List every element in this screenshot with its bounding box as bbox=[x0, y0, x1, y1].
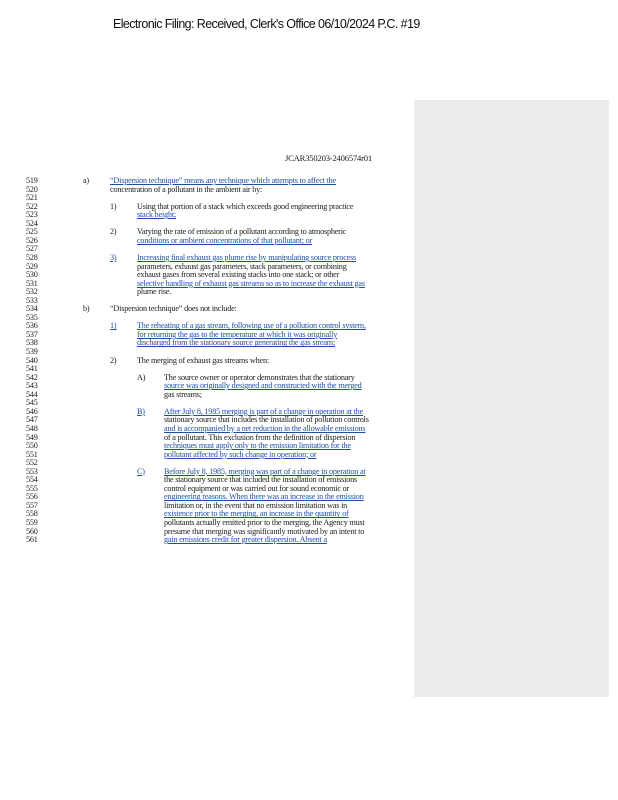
rule-text: Varying the rate of emission of a pollutant according to atmospheric bbox=[137, 227, 347, 237]
inserted-text: engineering reasons. When there was an increase in the emission bbox=[164, 492, 364, 502]
line-number: 534 bbox=[26, 304, 38, 314]
line-number: 522 bbox=[26, 201, 38, 211]
line-number: 560 bbox=[26, 526, 38, 536]
rule-text: stationary source that includes the installation of pollution controls bbox=[164, 415, 369, 425]
line-number: 559 bbox=[26, 518, 38, 527]
comment-margin-panel bbox=[414, 100, 609, 697]
rule-text: gas streams; bbox=[164, 389, 202, 399]
rule-text: The source owner or operator demonstrates that the stationary bbox=[164, 372, 355, 382]
line-number: 521 bbox=[26, 193, 38, 203]
subsection-label: 3) bbox=[110, 252, 117, 262]
inserted-text: After July 8, 1985 merging is part of a change in operation at the bbox=[164, 406, 364, 416]
subsection-label: 1) bbox=[110, 201, 117, 211]
line-number: 543 bbox=[26, 381, 38, 391]
line-number: 526 bbox=[26, 235, 38, 245]
inserted-text: discharged from the stationary source generating the gas stream; bbox=[137, 338, 336, 348]
line-number: 558 bbox=[26, 509, 38, 519]
line-number: 545 bbox=[26, 398, 38, 408]
line-number: 550 bbox=[26, 441, 38, 451]
rule-text: control equipment or was carried out for sound economic or bbox=[164, 483, 350, 493]
line-number: 547 bbox=[26, 415, 38, 425]
inserted-text: stack height; bbox=[137, 210, 177, 220]
inserted-text: source was originally designed and constructed with the merged bbox=[164, 381, 362, 391]
inserted-text: techniques must apply only to the emission limitation for the bbox=[164, 441, 351, 451]
inserted-text: The reheating of a gas stream, following use of a pollution control system, bbox=[137, 321, 366, 331]
line-number: 544 bbox=[26, 389, 38, 399]
inserted-text: existence prior to the merging, an increase in the quantity of bbox=[164, 509, 349, 519]
inserted-text: “Dispersion technique” means any technique which attempts to affect the bbox=[110, 176, 336, 185]
rule-text: parameters, exhaust gas parameters, stack parameters, or combining bbox=[137, 261, 347, 271]
inserted-text: for returning the gas to the temperature at which it was originally bbox=[137, 329, 338, 339]
inserted-text: conditions or ambient concentrations of that pollutant; or bbox=[137, 235, 313, 245]
inserted-text: Increasing final exhaust gas plume rise by manipulating source process bbox=[137, 252, 357, 262]
rule-text: “Dispersion technique” does not include: bbox=[110, 304, 237, 314]
line-number: 519 bbox=[26, 176, 38, 185]
line-number: 528 bbox=[26, 252, 38, 262]
line-number: 551 bbox=[26, 449, 38, 459]
subsection-label: b) bbox=[83, 304, 90, 314]
line-number: 532 bbox=[26, 287, 38, 297]
line-number: 520 bbox=[26, 184, 38, 194]
inserted-text: selective handling of exhaust gas streams so as to increase the exhaust gas bbox=[137, 278, 365, 288]
inserted-text: and is accompanied by a net reduction in the allowable emissions bbox=[164, 423, 366, 433]
subsection-label: 1) bbox=[110, 321, 117, 331]
rule-text: pollutants actually emitted prior to the merging, the Agency must bbox=[164, 518, 365, 527]
line-number: 548 bbox=[26, 423, 38, 433]
line-number: 525 bbox=[26, 227, 38, 237]
rule-text: the stationary source that included the installation of emissions bbox=[164, 475, 358, 485]
rule-text: exhaust gases from several existing stacks into one stack; or other bbox=[137, 270, 340, 280]
line-number: 530 bbox=[26, 270, 38, 280]
rule-text: plume rise. bbox=[137, 287, 172, 297]
rule-text: limitation or, in the event that no emission limitation was in bbox=[164, 500, 348, 510]
line-number: 531 bbox=[26, 278, 38, 288]
line-number: 537 bbox=[26, 329, 38, 339]
rule-text: of a pollutant. This exclusion from the definition of dispersion bbox=[164, 432, 356, 442]
subsection-label: a) bbox=[83, 176, 89, 185]
line-number: 555 bbox=[26, 483, 38, 493]
line-number: 540 bbox=[26, 355, 38, 365]
line-number: 535 bbox=[26, 312, 38, 322]
inserted-text: gain emissions credit for greater dispersion. Absent a bbox=[164, 535, 327, 545]
line-number: 533 bbox=[26, 295, 38, 305]
subsection-label: A) bbox=[137, 372, 146, 382]
line-number: 524 bbox=[26, 218, 38, 228]
inserted-text: Before July 8, 1985, merging was part of a change in operation at bbox=[164, 466, 366, 476]
line-number: 552 bbox=[26, 458, 38, 468]
line-number: 553 bbox=[26, 466, 38, 476]
line-number: 542 bbox=[26, 372, 38, 382]
subsection-label: B) bbox=[137, 406, 145, 416]
rule-text: presume that merging was significantly motivated by an intent to bbox=[164, 526, 365, 536]
document-code: JCAR350203-2406574r01 bbox=[285, 153, 372, 163]
line-number: 557 bbox=[26, 500, 38, 510]
rule-text: Using that portion of a stack which exceeds good engineering practice bbox=[137, 201, 354, 211]
rule-text: concentration of a pollutant in the ambient air by: bbox=[110, 184, 263, 194]
subsection-label: 2) bbox=[110, 355, 117, 365]
line-number: 561 bbox=[26, 535, 38, 545]
rule-text: The merging of exhaust gas streams when: bbox=[137, 355, 269, 365]
line-number: 541 bbox=[26, 364, 38, 374]
line-number: 539 bbox=[26, 347, 38, 356]
line-number: 538 bbox=[26, 338, 38, 348]
line-number: 554 bbox=[26, 475, 38, 485]
subsection-label: 2) bbox=[110, 227, 117, 237]
inserted-text: pollutant affected by such change in operation; or bbox=[164, 449, 317, 459]
subsection-label: C) bbox=[137, 466, 145, 476]
line-number: 546 bbox=[26, 406, 38, 416]
line-number: 523 bbox=[26, 210, 38, 220]
line-number: 527 bbox=[26, 244, 38, 254]
line-number: 529 bbox=[26, 261, 38, 271]
filing-header: Electronic Filing: Received, Clerk's Office 06/10/2024 P.C. #19 bbox=[113, 17, 420, 31]
line-number: 549 bbox=[26, 432, 38, 442]
line-number: 556 bbox=[26, 492, 38, 502]
line-number: 536 bbox=[26, 321, 38, 331]
